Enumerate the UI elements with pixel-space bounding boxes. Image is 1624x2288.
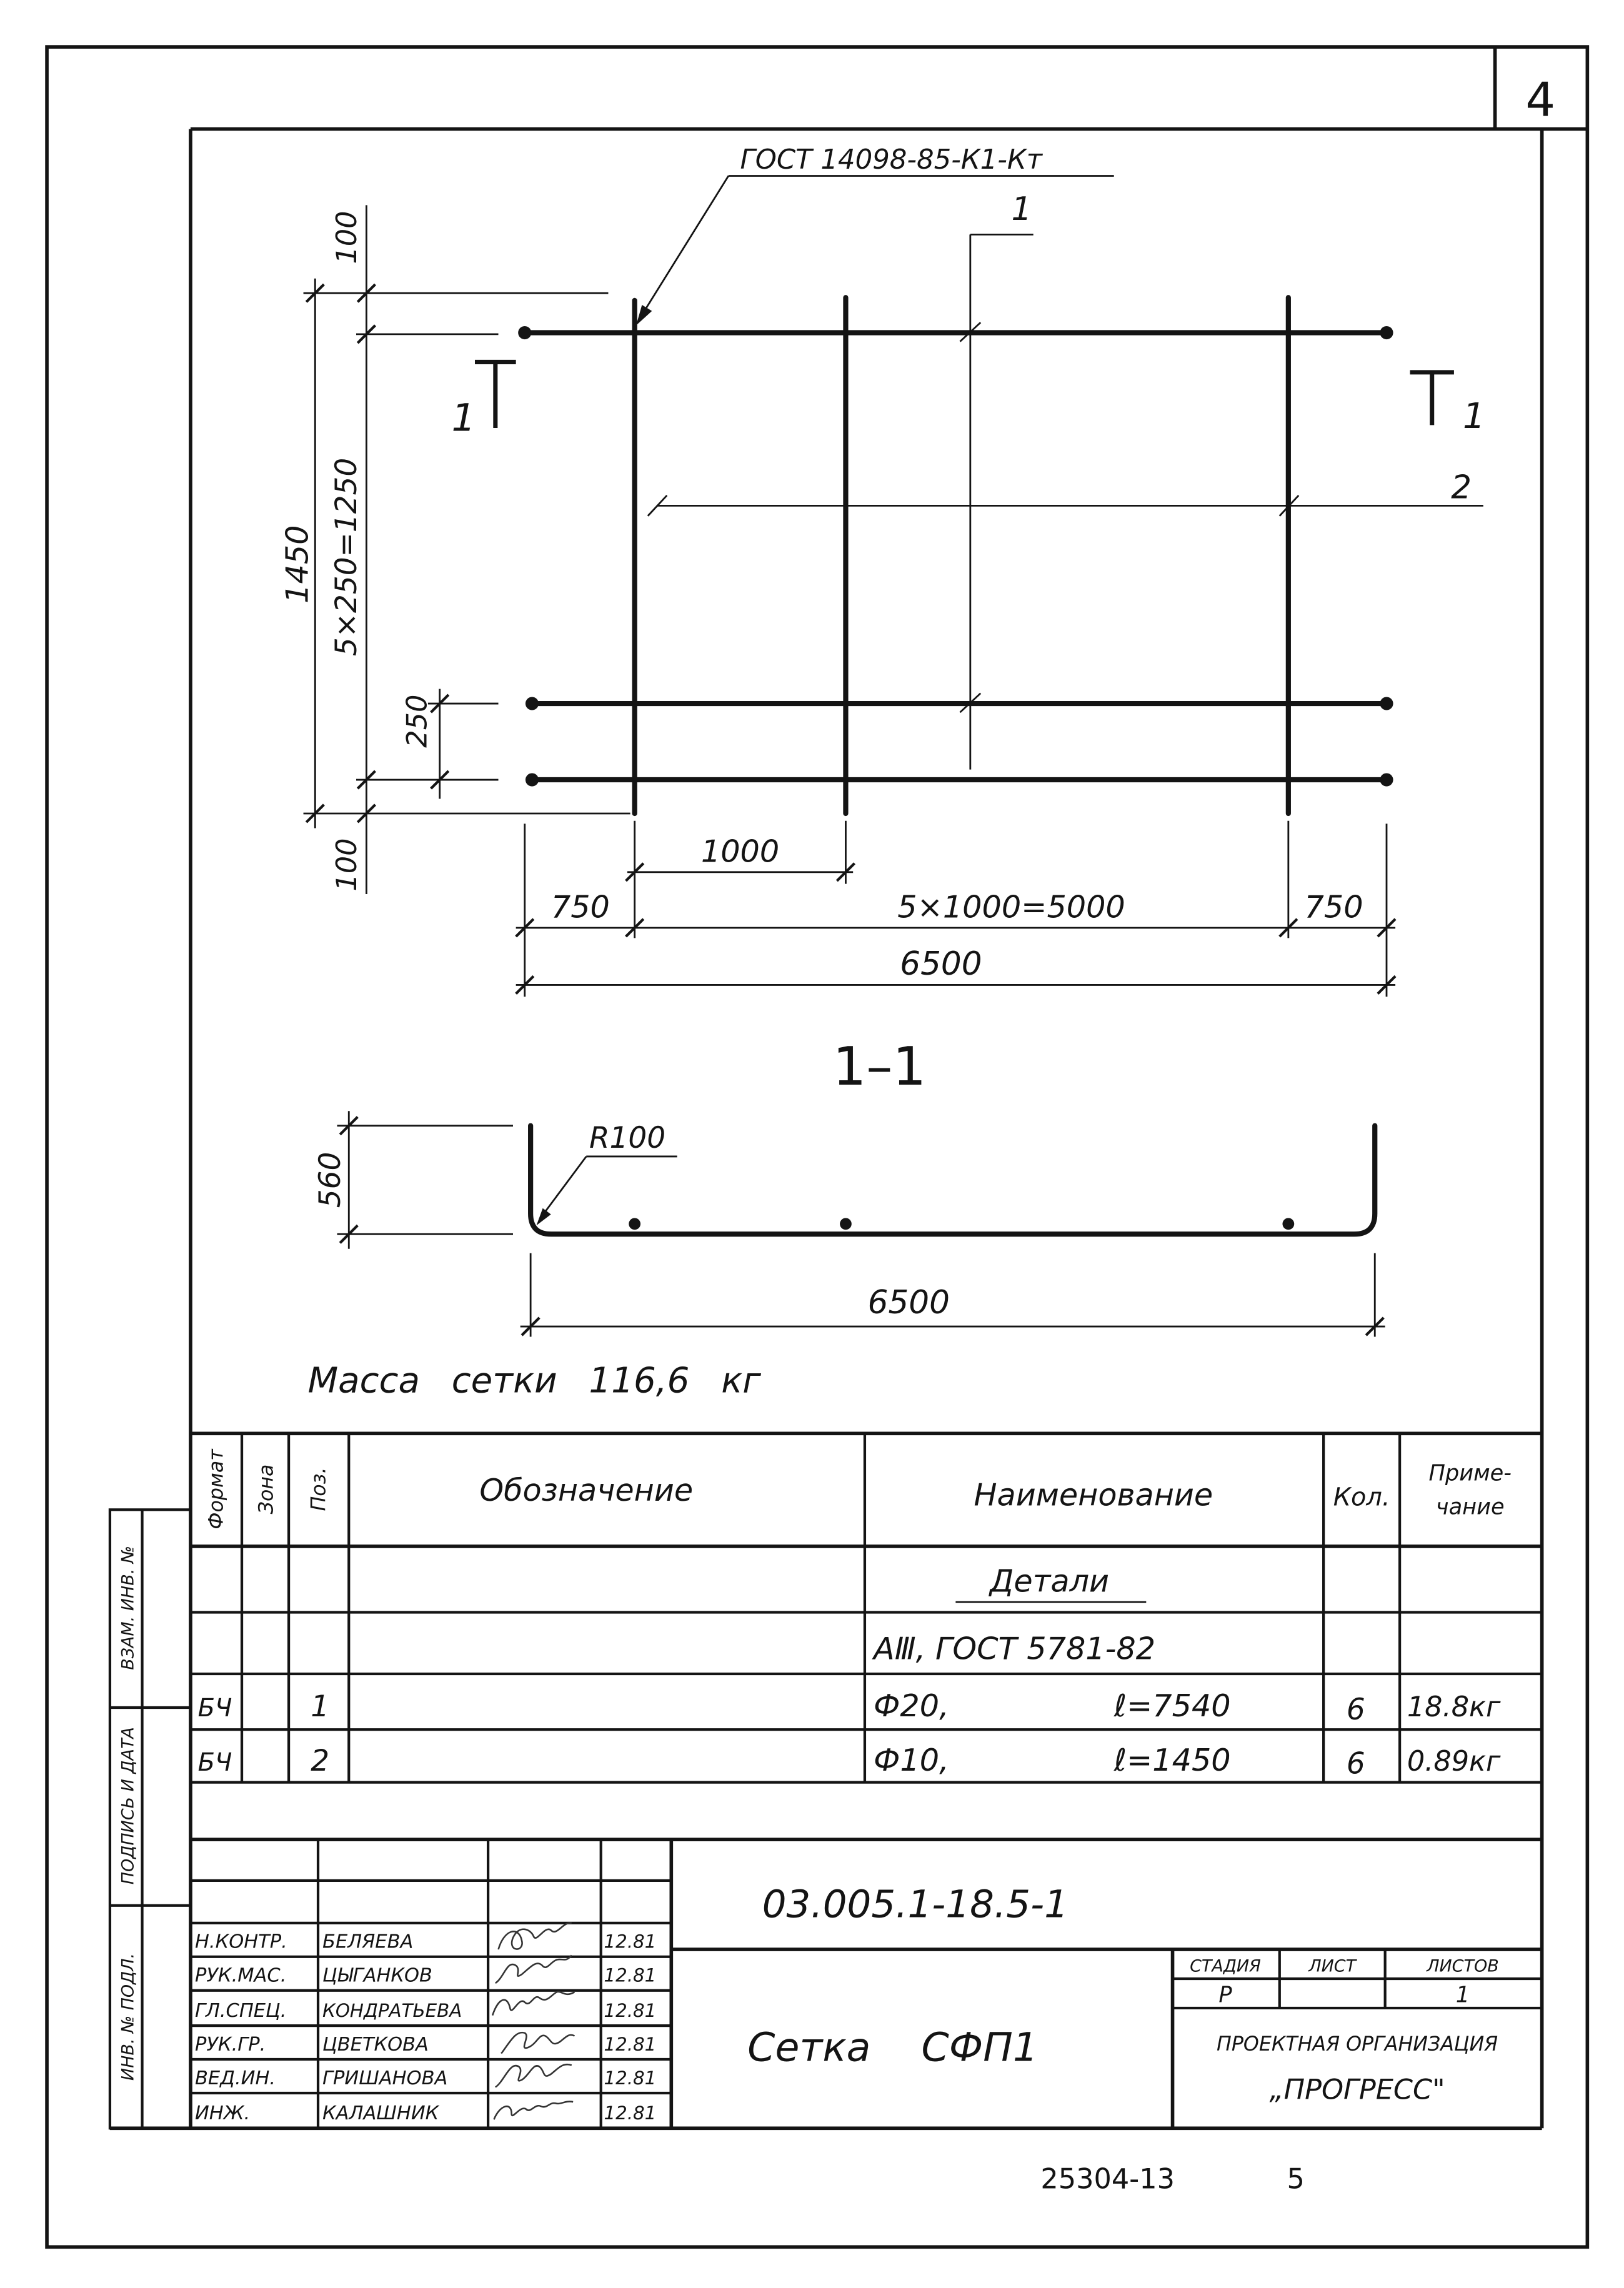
- side-stamp-sign-date: ПОДПИСЬ И ДАТА: [118, 1727, 138, 1885]
- dimension-overall-height: 1450: [279, 525, 316, 604]
- header-name: Наименование: [974, 1476, 1213, 1513]
- signature-date: 12.81: [604, 2067, 657, 2089]
- header-note-line2: чание: [1435, 1494, 1505, 1520]
- rebar-end-dot: [1380, 697, 1393, 710]
- signature-date: 12.81: [604, 1964, 657, 1986]
- signature-date: 12.81: [604, 2033, 657, 2055]
- dimension-pitch-vertical: 5×250=1250: [329, 457, 364, 657]
- side-stamp-replace-inv: ВЗАМ. ИНВ. №: [118, 1546, 138, 1670]
- signature-role: РУК.ГР.: [194, 2033, 266, 2056]
- stage-value: Р: [1218, 1982, 1232, 2008]
- row-pos: 1: [311, 1689, 330, 1724]
- row-note: 18.8кг: [1407, 1691, 1501, 1724]
- dimension-right-overhang: 750: [1304, 888, 1363, 925]
- row-diameter: Ф20,: [874, 1688, 949, 1724]
- sheets-label: ЛИСТОВ: [1427, 1956, 1499, 1976]
- dimension-bar-pitch: 1000: [700, 833, 780, 870]
- side-stamp-inv-orig: ИНВ. № ПОДЛ.: [118, 1952, 138, 2081]
- page-number: 4: [1525, 72, 1556, 127]
- section-height: 560: [313, 1151, 348, 1208]
- row-diameter: Ф10,: [874, 1741, 949, 1778]
- signature-name: ГРИШАНОВА: [322, 2067, 448, 2089]
- row-format: БЧ: [197, 1748, 232, 1777]
- mass-note: Масса сетки 116,6 кг: [307, 1360, 761, 1401]
- section-mark-right-label: 1: [1462, 396, 1485, 437]
- dimension-overall-length: 6500: [900, 945, 982, 983]
- signature-name: КОНДРАТЬЕВА: [322, 2000, 462, 2022]
- rebar-end-dot: [1380, 773, 1393, 786]
- rebar-end-dot: [526, 773, 539, 786]
- archive-page: 5: [1287, 2162, 1305, 2196]
- section-title: 1–1: [832, 1035, 927, 1097]
- dimension-left-overhang: 750: [550, 888, 610, 925]
- row-format: БЧ: [197, 1694, 232, 1723]
- signature-role: ВЕД.ИН.: [194, 2067, 276, 2089]
- section-bar-dot: [840, 1218, 852, 1230]
- signature-role: Н.КОНТР.: [194, 1931, 287, 1953]
- signature-role: ГЛ.СПЕЦ.: [194, 2000, 287, 2022]
- header-designation: Обозначение: [479, 1472, 694, 1509]
- standard-note: ГОСТ 14098-85-К1-Кт: [740, 144, 1043, 176]
- header-pos: Поз.: [307, 1467, 331, 1511]
- position-1-label: 1: [1011, 190, 1032, 228]
- signature-name: ЦВЕТКОВА: [322, 2033, 429, 2056]
- row-length: ℓ=7540: [1113, 1688, 1231, 1724]
- row-note: 0.89кг: [1407, 1744, 1501, 1778]
- section-length: 6500: [867, 1283, 950, 1321]
- rebar-end-dot: [518, 326, 531, 339]
- row-qty: 6: [1346, 1746, 1365, 1781]
- archive-code: 25304-13: [1040, 2162, 1175, 2196]
- header-format: Формат: [205, 1449, 228, 1529]
- dimension-bottom-offset: 100: [330, 838, 363, 892]
- row-length: ℓ=1450: [1113, 1741, 1231, 1778]
- signature-name: БЕЛЯЕВА: [322, 1931, 414, 1953]
- document-code: 03.005.1-18.5-1: [762, 1882, 1069, 1927]
- dimension-bottom-pitch: 250: [401, 694, 434, 748]
- dimension-pitch-horizontal: 5×1000=5000: [897, 888, 1125, 925]
- organization-label: ПРОЕКТНАЯ ОРГАНИЗАЦИЯ: [1217, 2032, 1498, 2056]
- sheet-label: ЛИСТ: [1308, 1956, 1357, 1976]
- group-title: Детали: [989, 1563, 1110, 1599]
- stage-label: СТАДИЯ: [1190, 1956, 1261, 1976]
- signature-date: 12.81: [604, 2102, 657, 2124]
- signature-role: РУК.МАС.: [194, 1964, 287, 1987]
- position-2-label: 2: [1451, 469, 1472, 507]
- dimension-top-offset: 100: [330, 211, 363, 264]
- material: АⅢ, ГОСТ 5781-82: [874, 1630, 1156, 1667]
- header-zone: Зона: [255, 1464, 278, 1515]
- rebar-end-dot: [526, 697, 539, 710]
- signature-name: КАЛАШНИК: [322, 2102, 439, 2125]
- signature-date: 12.81: [604, 2000, 657, 2022]
- drawing-title: Сетка СФП1: [747, 2024, 1039, 2071]
- sheets-value: 1: [1455, 1982, 1470, 2008]
- organization-name: „ПРОГРЕСС": [1269, 2073, 1445, 2106]
- section-bar-dot: [629, 1218, 640, 1230]
- section-bend-radius: R100: [589, 1120, 666, 1155]
- row-pos: 2: [311, 1743, 330, 1778]
- header-note-line1: Приме-: [1428, 1460, 1512, 1486]
- signature-date: 12.81: [604, 1931, 657, 1952]
- section-bar-dot: [1282, 1218, 1294, 1230]
- header-qty: Кол.: [1333, 1483, 1390, 1512]
- section-mark-left-label: 1: [451, 395, 476, 440]
- rebar-end-dot: [1380, 326, 1393, 339]
- signature-role: ИНЖ.: [194, 2102, 251, 2125]
- row-qty: 6: [1346, 1692, 1365, 1727]
- signature-name: ЦЫГАНКОВ: [322, 1964, 432, 1987]
